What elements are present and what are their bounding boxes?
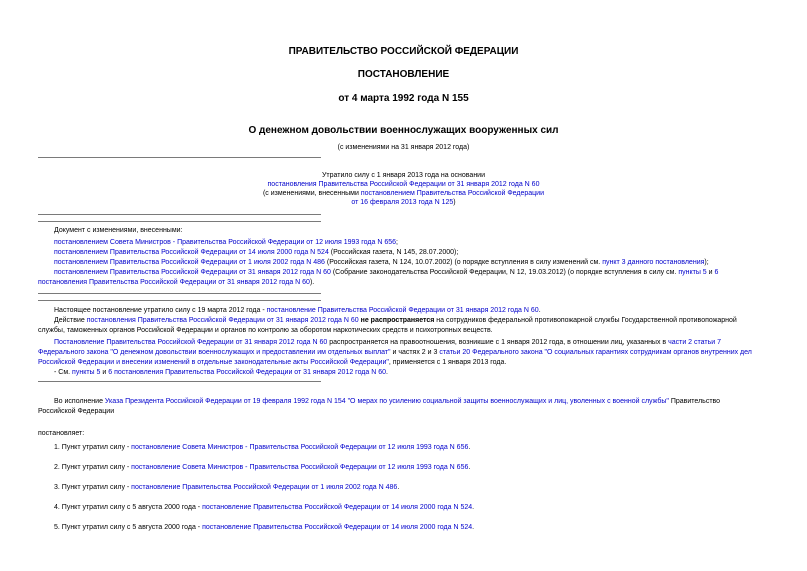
expired-amendments-text: (с изменениями, внесенными (262, 190, 361, 197)
divider (38, 381, 321, 382)
note-scope-line2: службы, таможенных органов Российской Федерации и органов по контролю за оборотом наркотических средств и психотропных веществ. (38, 327, 493, 334)
point-4 (54, 503, 784, 512)
point-4-text: 4. Пункт утратил силу с 5 августа 2000 года - (54, 504, 203, 511)
point-1-text: 1. Пункт утратил силу - (54, 444, 132, 451)
change-tail-4: (Собрание законодательства Российской Федерации, N 12, 19.03.2012) (о порядке вступления в силу см. (330, 269, 679, 276)
note-application (54, 338, 784, 347)
change-item-4-cont (38, 278, 768, 287)
change-end-4: ). (309, 279, 315, 286)
note-scope-cont (38, 326, 768, 335)
preamble-text2: Правительство (668, 398, 721, 405)
divider (38, 300, 321, 301)
note-application-link[interactable]: Постановление Правительства Российской Федерации от 31 января 2012 года N 60 (54, 339, 328, 346)
note-application-text: распространяется на правоотношения, возникшие с 1 января 2012 года, в отношении лиц, указанных в (327, 339, 669, 346)
expired-amendments (0, 189, 807, 198)
note-see-and: и (100, 369, 109, 376)
point-5-end: . (472, 524, 475, 531)
expired-amendments-date (0, 198, 807, 207)
government-heading: ПРАВИТЕЛЬСТВО РОССИЙСКОЙ ФЕДЕРАЦИИ (288, 46, 519, 57)
point-2-text: 2. Пункт утратил силу - (54, 464, 132, 471)
note-application-cont2 (38, 358, 768, 367)
note-see-end: . (386, 369, 388, 376)
expired-amendments-date-link[interactable]: от 16 февраля 2013 года N 125 (351, 199, 454, 206)
point-2-link[interactable]: постановление Совета Министров - Правительства Российской Федерации от 12 июля 1993 года N 656 (131, 464, 469, 471)
change-link-4d[interactable]: постановления Правительства Российской Федерации от 31 января 2012 года N 60 (38, 279, 310, 286)
preamble-text: Во исполнение (54, 398, 105, 405)
change-tail-3b: ); (704, 259, 709, 266)
changes-intro (38, 226, 768, 235)
change-link-1[interactable]: постановлением Совета Министров - Правительства Российской Федерации от 12 июля 1993 года N 656 (54, 239, 397, 246)
divider (38, 214, 321, 215)
change-link-2[interactable]: постановлением Правительства Российской Федерации от 14 июля 2000 года N 524 (54, 249, 329, 256)
note-scope-text1: Действие (54, 317, 87, 324)
note-scope-text2: на сотрудников федеральной противопожарной службы Государственной противопожарной (434, 317, 737, 324)
change-link-4b[interactable]: пункты 5 (678, 269, 707, 276)
note-application-law-link[interactable]: Федерального закона "О денежном довольствии военнослужащих и предоставлении им отдельных выплат" (38, 349, 391, 356)
expired-amendments-close: ) (453, 199, 456, 206)
expired-basis (0, 180, 807, 189)
change-link-4[interactable]: постановлением Правительства Российской Федерации от 31 января 2012 года N 60 (54, 269, 331, 276)
change-link-3[interactable]: постановлением Правительства Российской Федерации от 1 июля 2002 года N 486 (54, 259, 325, 266)
expired-amendments-link[interactable]: постановлением Правительства Российской Федерации (360, 190, 545, 197)
change-tail-1: ; (396, 239, 398, 246)
point-3-link[interactable]: постановление Правительства Российской Федерации от 1 июля 2002 года N 486 (131, 484, 398, 491)
document-date: от 4 марта 1992 года N 155 (338, 93, 469, 104)
change-and-4: и (706, 269, 715, 276)
note-application-law-link3[interactable]: Российской Федерации и внесении изменений в отдельные законодательные акты Российской Федерации" (38, 359, 389, 366)
note-application-link2[interactable]: части 2 статьи 7 (668, 339, 721, 346)
note-see (54, 368, 784, 377)
point-3-end: . (397, 484, 400, 491)
note-expired-link[interactable]: постановление Правительства Российской Федерации от 31 января 2012 года N 60 (266, 307, 539, 314)
change-tail-3: (Российская газета, N 124, 10.07.2002) (о порядке вступления в силу изменений см. (324, 259, 603, 266)
preamble-line2: Российской Федерации (38, 408, 115, 415)
point-2-end: . (468, 464, 471, 471)
note-expired-text: Настоящее постановление утратило силу с 19 марта 2012 года - (54, 307, 267, 314)
preamble (54, 397, 784, 406)
decree-text: постановляет: (38, 430, 85, 437)
note-application-cont (38, 348, 768, 357)
note-see-link1[interactable]: пункты 5 (72, 369, 101, 376)
point-5 (54, 523, 784, 532)
change-item-3 (54, 258, 784, 267)
preamble-cont (38, 407, 768, 416)
note-scope (54, 316, 784, 325)
note-application-law-link2[interactable]: статьи 20 Федерального закона "О социальных гарантиях сотрудникам органов внутренних дел (439, 349, 752, 356)
changes-intro-text: Документ с изменениями, внесенными: (54, 227, 183, 234)
point-4-end: . (472, 504, 475, 511)
divider (38, 157, 321, 158)
note-expired-end: . (538, 307, 541, 314)
point-3-text: 3. Пункт утратил силу - (54, 484, 132, 491)
expired-basis-link[interactable]: постановления Правительства Российской Федерации от 31 января 2012 года N 60 (267, 181, 540, 188)
note-scope-link[interactable]: постановления Правительства Российской Федерации от 31 января 2012 года N 60 (86, 317, 359, 324)
point-4-link[interactable]: постановление Правительства Российской Федерации от 14 июля 2000 года N 524 (202, 504, 473, 511)
revision-note: (с изменениями на 31 января 2012 года) (337, 144, 470, 151)
change-item-1 (54, 238, 784, 247)
document-type: ПОСТАНОВЛЕНИЕ (357, 69, 450, 80)
decree-word (38, 429, 768, 438)
point-2 (54, 463, 784, 472)
point-5-text: 5. Пункт утратил силу с 5 августа 2000 года - (54, 524, 203, 531)
note-see-link2[interactable]: 6 постановления Правительства Российской Федерации от 31 января 2012 года N 60 (108, 369, 387, 376)
preamble-decree-link[interactable]: Указа Президента Российской Федерации от 19 февраля 1992 года N 154 "О мерах по усилению социальной защиты военнослужащих и лиц, уволенных с военной службы" (104, 398, 669, 405)
expired-line: Утратило силу с 1 января 2013 года на основании (321, 172, 486, 179)
note-scope-bold: не распространяется (358, 317, 435, 324)
divider (38, 221, 321, 222)
point-5-link[interactable]: постановление Правительства Российской Федерации от 14 июля 2000 года N 524 (202, 524, 473, 531)
point-1 (54, 443, 784, 452)
change-link-3b[interactable]: пункт 3 данного постановления (602, 259, 705, 266)
change-item-4 (54, 268, 784, 277)
note-expired (54, 306, 784, 315)
document-title: О денежном довольствии военнослужащих вооруженных сил (248, 125, 559, 136)
note-see-text: - См. (54, 369, 73, 376)
change-item-2 (54, 248, 784, 257)
point-1-end: . (468, 444, 471, 451)
note-application-mid: и частях 2 и 3 (390, 349, 440, 356)
divider (38, 293, 321, 294)
point-3 (54, 483, 784, 492)
point-1-link[interactable]: постановление Совета Министров - Правительства Российской Федерации от 12 июля 1993 года N 656 (131, 444, 469, 451)
note-application-end: , применяется с 1 января 2013 года. (388, 359, 507, 366)
change-tail-2: (Российская газета, N 145, 28.07.2000); (328, 249, 459, 256)
change-link-4c[interactable]: 6 (714, 269, 719, 276)
